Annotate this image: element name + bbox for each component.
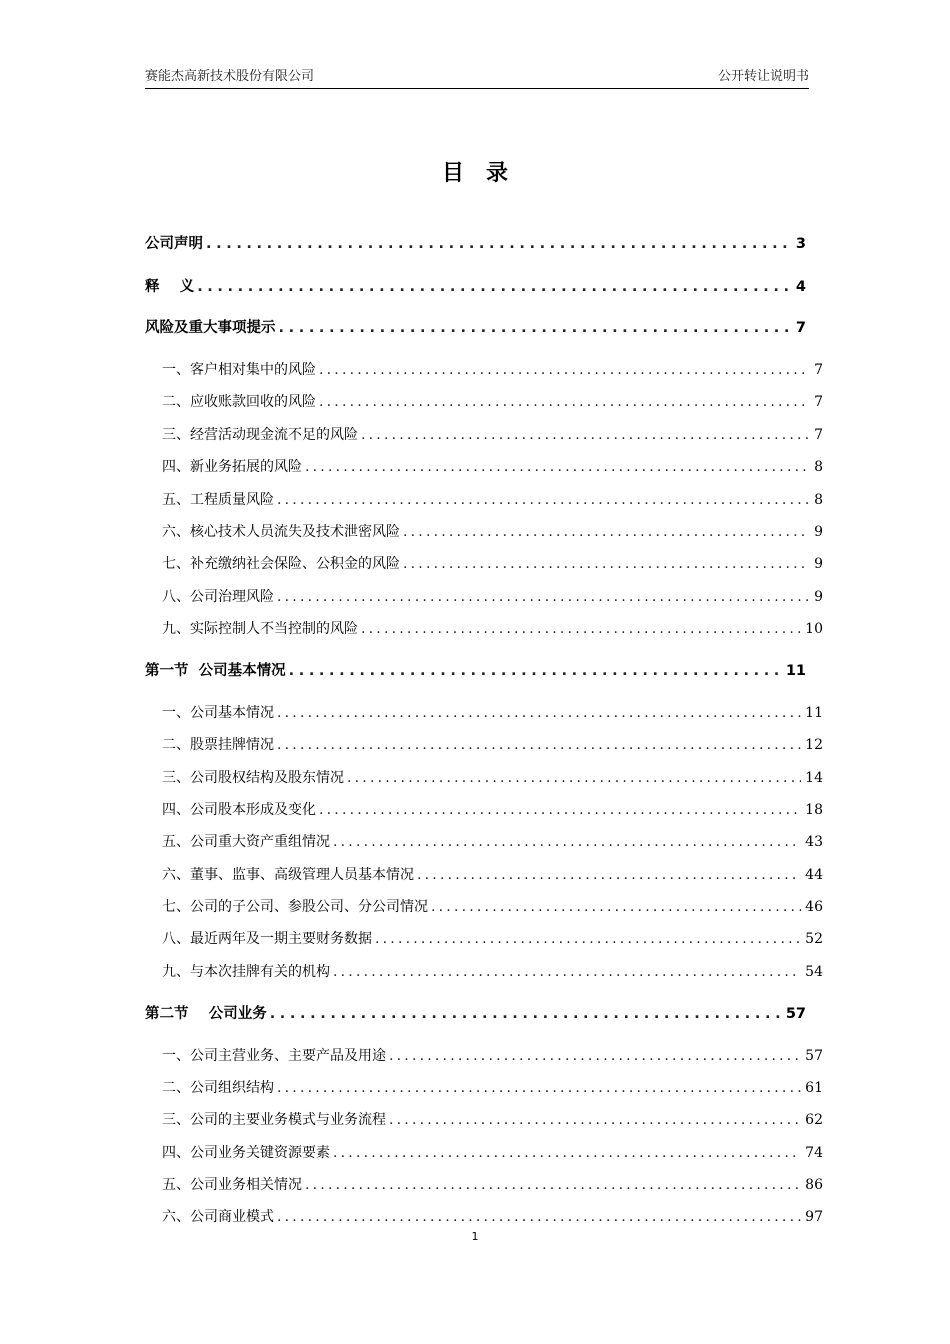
toc-entry-page-number: 11 [785, 663, 806, 679]
toc-entry-page-number: 11 [805, 705, 823, 721]
toc-section-entry[interactable] [145, 232, 806, 256]
toc-section-entry[interactable] [145, 659, 806, 683]
toc-dot-leader [375, 927, 801, 951]
toc-entry-page-number: 9 [814, 589, 823, 605]
toc-entry-label: 二、公司组织结构 [162, 1080, 274, 1096]
toc-entry-page-number: 14 [805, 770, 823, 786]
header-document-type: 公开转让说明书 [717, 69, 809, 84]
toc-entry-label: 七、公司的子公司、参股公司、分公司情况 [162, 899, 428, 915]
toc-entry-page-number: 7 [814, 394, 823, 410]
toc-entry-label: 五、公司业务相关情况 [162, 1177, 302, 1193]
toc-entry-label: 四、公司业务关键资源要素 [162, 1145, 330, 1161]
toc-dot-leader [333, 1141, 801, 1165]
toc-dot-leader [403, 520, 810, 544]
toc-subsection-entry[interactable] [145, 1076, 823, 1100]
toc-entry-label: 五、公司重大资产重组情况 [162, 834, 330, 850]
toc-entry-page-number: 3 [795, 236, 806, 252]
page-number: 1 [471, 1230, 479, 1243]
toc-entry-label: 三、经营活动现金流不足的风险 [162, 427, 358, 443]
toc-subsection-entry[interactable] [145, 585, 823, 609]
toc-entry-label: 六、公司商业模式 [162, 1209, 274, 1225]
toc-dot-leader [277, 733, 801, 757]
page-header [145, 66, 809, 89]
toc-dot-leader [389, 1044, 801, 1068]
toc-dot-leader [277, 701, 801, 725]
toc-dot-leader [319, 390, 810, 414]
toc-subsection-entry[interactable] [145, 1044, 823, 1068]
toc-dot-leader [197, 275, 792, 299]
toc-subsection-entry[interactable] [145, 358, 823, 382]
toc-entry-label: 一、客户相对集中的风险 [162, 362, 316, 378]
toc-entry-page-number: 52 [805, 931, 823, 947]
toc-entry-page-number: 7 [814, 427, 823, 443]
toc-dot-leader [305, 1173, 801, 1197]
toc-entry-label: 八、最近两年及一期主要财务数据 [162, 931, 372, 947]
toc-dot-leader [279, 316, 792, 340]
toc-entry-page-number: 7 [814, 362, 823, 378]
toc-dot-leader [361, 423, 810, 447]
header-company-name: 赛能杰高新技术股份有限公司 [145, 69, 315, 84]
toc-entry-page-number: 7 [795, 320, 806, 336]
toc-subsection-entry[interactable] [145, 927, 823, 951]
toc-dot-leader [277, 1205, 801, 1229]
toc-entry-label: 五、工程质量风险 [162, 492, 274, 508]
toc-entry-page-number: 46 [805, 899, 823, 915]
toc-entry-label: 一、公司主营业务、主要产品及用途 [162, 1048, 386, 1064]
toc-entry-page-number: 43 [805, 834, 823, 850]
toc-subsection-entry[interactable] [145, 455, 823, 479]
toc-entry-page-number: 44 [805, 867, 823, 883]
toc-entry-label: 三、公司股权结构及股东情况 [162, 770, 344, 786]
toc-subsection-entry[interactable] [145, 390, 823, 414]
toc-dot-leader [333, 830, 801, 854]
toc-subsection-entry[interactable] [145, 1205, 823, 1229]
toc-dot-leader [277, 585, 810, 609]
toc-dot-leader [347, 766, 801, 790]
toc-dot-leader [277, 488, 810, 512]
toc-subsection-entry[interactable] [145, 830, 823, 854]
toc-dot-leader [289, 659, 782, 683]
toc-entry-page-number: 18 [805, 802, 823, 818]
toc-subsection-entry[interactable] [145, 895, 823, 919]
toc-subsection-entry[interactable] [145, 701, 823, 725]
toc-entry-label: 八、公司治理风险 [162, 589, 274, 605]
toc-entry-label: 九、实际控制人不当控制的风险 [162, 621, 358, 637]
toc-entry-page-number: 61 [805, 1080, 823, 1096]
toc-subsection-entry[interactable] [145, 1141, 823, 1165]
toc-entry-label: 四、新业务拓展的风险 [162, 459, 302, 475]
toc-entry-page-number: 9 [814, 524, 823, 540]
toc-entry-label: 第二节 公司业务 [145, 1006, 267, 1022]
toc-dot-leader [431, 895, 801, 919]
toc-entry-label: 风险及重大事项提示 [145, 320, 276, 336]
toc-subsection-entry[interactable] [145, 617, 823, 641]
toc-entry-page-number: 10 [805, 621, 823, 637]
toc-entry-label: 六、董事、监事、高级管理人员基本情况 [162, 867, 414, 883]
toc-subsection-entry[interactable] [145, 960, 823, 984]
toc-dot-leader [206, 232, 792, 256]
toc-entry-label: 二、股票挂牌情况 [162, 737, 274, 753]
toc-dot-leader [333, 960, 801, 984]
toc-subsection-entry[interactable] [145, 423, 823, 447]
toc-entry-label: 九、与本次挂牌有关的机构 [162, 964, 330, 980]
toc-dot-leader [319, 798, 801, 822]
toc-dot-leader [403, 552, 810, 576]
toc-subsection-entry[interactable] [145, 520, 823, 544]
toc-subsection-entry[interactable] [145, 798, 823, 822]
toc-subsection-entry[interactable] [145, 552, 823, 576]
toc-entry-label: 一、公司基本情况 [162, 705, 274, 721]
toc-entry-page-number: 62 [805, 1112, 823, 1128]
toc-subsection-entry[interactable] [145, 863, 823, 887]
toc-dot-leader [361, 617, 801, 641]
toc-entry-page-number: 8 [814, 459, 823, 475]
toc-subsection-entry[interactable] [145, 1108, 823, 1132]
toc-entry-page-number: 9 [814, 556, 823, 572]
toc-entry-page-number: 8 [814, 492, 823, 508]
toc-entry-label: 二、应收账款回收的风险 [162, 394, 316, 410]
toc-dot-leader [277, 1076, 801, 1100]
toc-entry-page-number: 57 [805, 1048, 823, 1064]
toc-subsection-entry[interactable] [145, 1173, 823, 1197]
toc-entry-label: 公司声明 [145, 236, 203, 252]
toc-entry-label: 四、公司股本形成及变化 [162, 802, 316, 818]
toc-entry-label: 六、核心技术人员流失及技术泄密风险 [162, 524, 400, 540]
toc-dot-leader [305, 455, 810, 479]
toc-section-entry[interactable] [145, 316, 806, 340]
toc-section-entry[interactable] [145, 1002, 806, 1026]
toc-entry-page-number: 54 [805, 964, 823, 980]
toc-entry-page-number: 12 [805, 737, 823, 753]
toc-subsection-entry[interactable] [145, 766, 823, 790]
toc-dot-leader [319, 358, 810, 382]
toc-entry-label: 七、补充缴纳社会保险、公积金的风险 [162, 556, 400, 572]
toc-entry-label: 三、公司的主要业务模式与业务流程 [162, 1112, 386, 1128]
toc-subsection-entry[interactable] [145, 488, 823, 512]
toc-section-entry[interactable] [145, 275, 806, 299]
toc-entry-label: 释 义 [145, 279, 195, 295]
toc-title: 目录 [441, 161, 530, 186]
toc-dot-leader [270, 1002, 782, 1026]
toc-entry-label: 第一节 公司基本情况 [145, 663, 286, 679]
toc-entry-page-number: 74 [805, 1145, 823, 1161]
toc-entry-page-number: 97 [805, 1209, 823, 1225]
toc-subsection-entry[interactable] [145, 733, 823, 757]
toc-entry-page-number: 4 [795, 279, 806, 295]
toc-entry-page-number: 86 [805, 1177, 823, 1193]
toc-entry-page-number: 57 [785, 1006, 806, 1022]
toc-dot-leader [389, 1108, 801, 1132]
toc-dot-leader [417, 863, 801, 887]
